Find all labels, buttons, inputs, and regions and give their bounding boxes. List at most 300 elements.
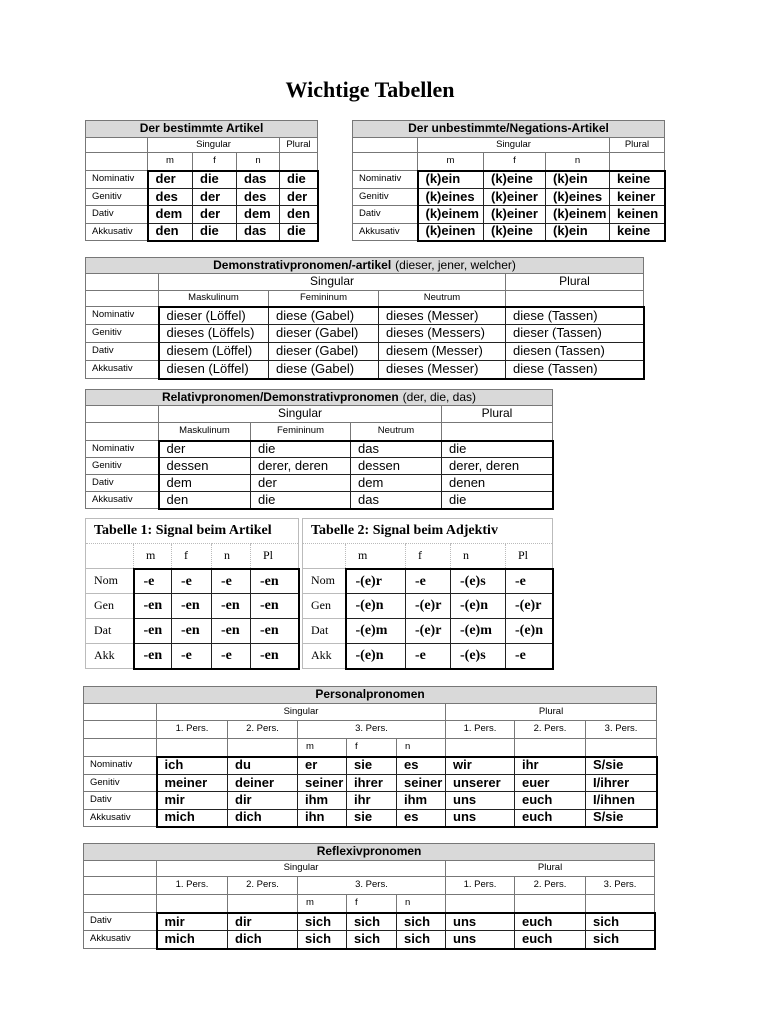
form-cell: das: [351, 441, 442, 458]
empty-cell: [515, 895, 586, 913]
table-row: [303, 619, 553, 644]
form-cell: -e: [406, 569, 451, 594]
heading-note: (dieser, jener, welcher): [395, 257, 516, 272]
form-cell: sich: [298, 913, 347, 931]
gender-header: f: [347, 895, 397, 913]
form-cell: -(e)n: [451, 594, 506, 619]
person-header: 2. Pers.: [228, 877, 298, 895]
form-cell: die: [442, 441, 553, 458]
form-cell: -en: [251, 594, 299, 619]
table-row: [86, 569, 299, 594]
form-cell: (k)eine: [484, 223, 546, 241]
page-title: Wichtige Tabellen: [285, 77, 455, 102]
form-cell: ihm: [397, 792, 446, 810]
form-cell: der: [251, 475, 351, 492]
table-heading: Personalpronomen: [84, 687, 657, 704]
case-label: Dativ: [84, 913, 157, 931]
table-heading: [86, 390, 553, 406]
form-cell: uns: [446, 792, 515, 810]
plural-header: Plural: [442, 406, 553, 423]
table-row: [353, 223, 665, 241]
gender-header: m: [148, 153, 193, 171]
form-cell: sich: [347, 931, 397, 949]
form-cell: diesem (Löffel): [159, 343, 269, 361]
table-row: [86, 361, 644, 379]
empty-cell: [586, 739, 657, 757]
table-row: [86, 644, 299, 669]
gender-header: Maskulinum: [159, 423, 251, 441]
plural-header: Plural: [446, 861, 655, 877]
case-label: Genitiv: [353, 188, 418, 206]
form-cell: der: [159, 441, 251, 458]
form-cell: keine: [610, 171, 665, 189]
form-cell: die: [193, 171, 237, 189]
heading-note: (der, die, das): [402, 389, 477, 404]
table-body: [86, 569, 299, 669]
empty-cell: [610, 153, 665, 171]
column-header: Pl: [506, 544, 553, 569]
form-cell: diese (Gabel): [269, 307, 379, 325]
empty-cell: [353, 153, 418, 171]
form-cell: -en: [212, 594, 251, 619]
form-cell: des: [148, 188, 193, 206]
gender-header: f: [193, 153, 237, 171]
column-header: f: [172, 544, 212, 569]
form-cell: diese (Tassen): [506, 307, 644, 325]
form-cell: es: [397, 809, 446, 827]
case-label: Nom: [86, 569, 134, 594]
table-row: [84, 774, 657, 792]
form-cell: -e: [212, 644, 251, 669]
form-cell: I/ihrer: [586, 774, 657, 792]
form-cell: (k)einem: [418, 206, 484, 224]
gender-header: f: [347, 739, 397, 757]
form-cell: euer: [515, 774, 586, 792]
form-cell: meiner: [157, 774, 228, 792]
form-cell: -e: [172, 569, 212, 594]
case-label: Dativ: [86, 343, 159, 361]
empty-cell: [157, 739, 228, 757]
person-header: 2. Pers.: [228, 721, 298, 739]
form-cell: mir: [157, 913, 228, 931]
empty-cell: [84, 861, 157, 877]
gender-header: Femininum: [251, 423, 351, 441]
form-cell: -e: [172, 644, 212, 669]
case-label: Nom: [303, 569, 346, 594]
form-cell: ich: [157, 757, 228, 775]
table-row: [84, 792, 657, 810]
table-heading: Reflexivpronomen: [84, 844, 655, 861]
table-row: [86, 325, 644, 343]
form-cell: uns: [446, 931, 515, 949]
person-header: 1. Pers.: [446, 877, 515, 895]
gender-header: n: [237, 153, 280, 171]
empty-cell: [86, 544, 134, 569]
table-row: [86, 188, 318, 206]
form-cell: die: [280, 223, 318, 241]
heading-main: Relativpronomen/Demonstrativpronomen: [161, 389, 399, 404]
table-body: [86, 441, 553, 509]
table-row: [86, 492, 553, 509]
form-cell: -en: [172, 594, 212, 619]
case-label: Akkusativ: [84, 931, 157, 949]
case-label: Dativ: [86, 475, 159, 492]
singular-header: Singular: [157, 861, 446, 877]
empty-cell: [86, 291, 159, 307]
table-row: [353, 171, 665, 189]
case-label: Akkusativ: [86, 492, 159, 509]
column-header: n: [212, 544, 251, 569]
form-cell: dem: [148, 206, 193, 224]
form-cell: -en: [134, 619, 172, 644]
empty-cell: [86, 274, 159, 291]
plural-header: Plural: [280, 138, 318, 153]
case-label: Dat: [303, 619, 346, 644]
table-heading: Tabelle 2: Signal beim Adjektiv: [303, 519, 553, 544]
form-cell: -(e)r: [406, 619, 451, 644]
table-row: [86, 343, 644, 361]
table-body: [84, 913, 655, 949]
empty-cell: [446, 739, 515, 757]
column-header: m: [134, 544, 172, 569]
column-header: m: [346, 544, 406, 569]
gender-header: m: [298, 739, 347, 757]
table-row: [353, 188, 665, 206]
empty-cell: [446, 895, 515, 913]
empty-cell: [86, 406, 159, 423]
form-cell: -(e)n: [346, 644, 406, 669]
person-header: 3. Pers.: [586, 721, 657, 739]
form-cell: -e: [212, 569, 251, 594]
demonstrative-table: [85, 257, 645, 380]
form-cell: -e: [506, 644, 553, 669]
signal-article-table: [85, 518, 300, 670]
form-cell: wir: [446, 757, 515, 775]
form-cell: der: [193, 206, 237, 224]
person-header: 1. Pers.: [446, 721, 515, 739]
gender-header: m: [418, 153, 484, 171]
table-row: [303, 644, 553, 669]
form-cell: ihr: [515, 757, 586, 775]
form-cell: den: [159, 492, 251, 509]
gender-header: Maskulinum: [159, 291, 269, 307]
form-cell: dieser (Gabel): [269, 325, 379, 343]
gender-header: Neutrum: [379, 291, 506, 307]
case-label: Nominativ: [86, 171, 148, 189]
form-cell: sich: [397, 913, 446, 931]
case-label: Dat: [86, 619, 134, 644]
form-cell: (k)einen: [418, 223, 484, 241]
form-cell: uns: [446, 913, 515, 931]
table-heading: Der unbestimmte/Negations-Artikel: [353, 121, 665, 138]
person-header: 1. Pers.: [157, 721, 228, 739]
table-body: [86, 171, 318, 241]
form-cell: der: [193, 188, 237, 206]
table-row: [86, 458, 553, 475]
definite-article-table: [85, 120, 319, 242]
form-cell: (k)einer: [484, 206, 546, 224]
table-row: [84, 757, 657, 775]
plural-header: Plural: [446, 704, 657, 721]
form-cell: -(e)s: [451, 569, 506, 594]
table-body: [86, 307, 644, 379]
form-cell: er: [298, 757, 347, 775]
form-cell: -(e)r: [346, 569, 406, 594]
case-label: Dativ: [84, 792, 157, 810]
singular-header: Singular: [418, 138, 610, 153]
form-cell: euch: [515, 913, 586, 931]
table-body: [84, 757, 657, 827]
form-cell: deiner: [228, 774, 298, 792]
form-cell: -en: [251, 569, 299, 594]
form-cell: -en: [172, 619, 212, 644]
empty-cell: [515, 739, 586, 757]
form-cell: diese (Gabel): [269, 361, 379, 379]
case-label: Genitiv: [84, 774, 157, 792]
form-cell: dem: [237, 206, 280, 224]
case-label: Akkusativ: [86, 223, 148, 241]
empty-cell: [280, 153, 318, 171]
form-cell: dieser (Tassen): [506, 325, 644, 343]
heading-main: Demonstrativpronomen/-artikel: [213, 257, 392, 272]
personal-pronoun-table: [83, 686, 658, 828]
form-cell: S/sie: [586, 757, 657, 775]
empty-cell: [84, 704, 157, 721]
empty-cell: [84, 739, 157, 757]
form-cell: (k)ein: [546, 223, 610, 241]
form-cell: dessen: [159, 458, 251, 475]
table-row: [84, 931, 655, 949]
form-cell: der: [280, 188, 318, 206]
table-row: [353, 206, 665, 224]
case-label: Dativ: [86, 206, 148, 224]
empty-cell: [442, 423, 553, 441]
empty-cell: [84, 877, 157, 895]
form-cell: (k)ein: [546, 171, 610, 189]
empty-cell: [586, 895, 655, 913]
empty-cell: [228, 739, 298, 757]
form-cell: euch: [515, 809, 586, 827]
form-cell: S/sie: [586, 809, 657, 827]
form-cell: -en: [134, 644, 172, 669]
form-cell: dich: [228, 931, 298, 949]
table-body: [353, 171, 665, 241]
column-header: Pl: [251, 544, 299, 569]
form-cell: -en: [251, 644, 299, 669]
form-cell: euch: [515, 931, 586, 949]
form-cell: -e: [506, 569, 553, 594]
table-row: [86, 475, 553, 492]
form-cell: keinen: [610, 206, 665, 224]
form-cell: dem: [351, 475, 442, 492]
form-cell: mich: [157, 809, 228, 827]
person-header: 2. Pers.: [515, 721, 586, 739]
table-row: [303, 594, 553, 619]
case-label: Dativ: [353, 206, 418, 224]
gender-header: Femininum: [269, 291, 379, 307]
empty-cell: [86, 423, 159, 441]
form-cell: -en: [212, 619, 251, 644]
singular-header: Singular: [148, 138, 280, 153]
form-cell: es: [397, 757, 446, 775]
form-cell: die: [251, 492, 351, 509]
table-row: [86, 594, 299, 619]
case-label: Akkusativ: [353, 223, 418, 241]
table-row: [84, 809, 657, 827]
table-row: [86, 307, 644, 325]
empty-cell: [303, 544, 346, 569]
form-cell: du: [228, 757, 298, 775]
gender-header: f: [484, 153, 546, 171]
empty-cell: [506, 291, 644, 307]
case-label: Akk: [303, 644, 346, 669]
form-cell: ihn: [298, 809, 347, 827]
form-cell: mir: [157, 792, 228, 810]
form-cell: dessen: [351, 458, 442, 475]
case-label: Genitiv: [86, 458, 159, 475]
gender-header: m: [298, 895, 347, 913]
form-cell: der: [148, 171, 193, 189]
form-cell: dir: [228, 913, 298, 931]
form-cell: -(e)n: [346, 594, 406, 619]
form-cell: dieses (Messer): [379, 307, 506, 325]
form-cell: (k)ein: [418, 171, 484, 189]
table-row: [86, 171, 318, 189]
form-cell: dich: [228, 809, 298, 827]
form-cell: das: [237, 223, 280, 241]
gender-header: Neutrum: [351, 423, 442, 441]
case-label: Gen: [86, 594, 134, 619]
person-header: 1. Pers.: [157, 877, 228, 895]
form-cell: -e: [406, 644, 451, 669]
table-heading: [86, 258, 644, 274]
form-cell: sich: [298, 931, 347, 949]
form-cell: dir: [228, 792, 298, 810]
person-header: 3. Pers.: [298, 877, 446, 895]
form-cell: (k)eine: [484, 171, 546, 189]
case-label: Gen: [303, 594, 346, 619]
form-cell: diese (Tassen): [506, 361, 644, 379]
gender-header: n: [546, 153, 610, 171]
form-cell: den: [148, 223, 193, 241]
form-cell: -en: [251, 619, 299, 644]
table-heading: Tabelle 1: Signal beim Artikel: [86, 519, 299, 544]
empty-cell: [157, 895, 228, 913]
indefinite-article-table: [352, 120, 666, 242]
form-cell: keine: [610, 223, 665, 241]
form-cell: diesen (Löffel): [159, 361, 269, 379]
table-row: [84, 913, 655, 931]
form-cell: -(e)s: [451, 644, 506, 669]
form-cell: ihrer: [347, 774, 397, 792]
form-cell: -(e)m: [346, 619, 406, 644]
person-header: 3. Pers.: [298, 721, 446, 739]
table-heading: Der bestimmte Artikel: [86, 121, 318, 138]
form-cell: die: [251, 441, 351, 458]
plural-header: Plural: [506, 274, 644, 291]
form-cell: das: [237, 171, 280, 189]
form-cell: (k)eines: [546, 188, 610, 206]
form-cell: dieser (Gabel): [269, 343, 379, 361]
form-cell: die: [280, 171, 318, 189]
case-label: Nominativ: [86, 441, 159, 458]
table-row: [86, 441, 553, 458]
table-row: [86, 223, 318, 241]
relative-pronoun-table: [85, 389, 554, 510]
case-label: Akk: [86, 644, 134, 669]
form-cell: unserer: [446, 774, 515, 792]
form-cell: sie: [347, 809, 397, 827]
form-cell: sie: [347, 757, 397, 775]
singular-header: Singular: [157, 704, 446, 721]
form-cell: mich: [157, 931, 228, 949]
form-cell: dieses (Löffels): [159, 325, 269, 343]
form-cell: -(e)n: [506, 619, 553, 644]
empty-cell: [86, 153, 148, 171]
case-label: Akkusativ: [84, 809, 157, 827]
form-cell: des: [237, 188, 280, 206]
form-cell: sich: [586, 931, 655, 949]
form-cell: -(e)r: [506, 594, 553, 619]
table-row: [86, 619, 299, 644]
form-cell: diesem (Messer): [379, 343, 506, 361]
form-cell: den: [280, 206, 318, 224]
form-cell: dieser (Löffel): [159, 307, 269, 325]
form-cell: I/ihnen: [586, 792, 657, 810]
form-cell: das: [351, 492, 442, 509]
case-label: Genitiv: [86, 325, 159, 343]
case-label: Nominativ: [86, 307, 159, 325]
form-cell: -(e)r: [406, 594, 451, 619]
singular-header: Singular: [159, 406, 442, 423]
form-cell: ihm: [298, 792, 347, 810]
empty-cell: [353, 138, 418, 153]
table-row: [86, 206, 318, 224]
column-header: f: [406, 544, 451, 569]
person-header: 2. Pers.: [515, 877, 586, 895]
form-cell: dieses (Messer): [379, 361, 506, 379]
column-header: n: [451, 544, 506, 569]
form-cell: dieses (Messers): [379, 325, 506, 343]
form-cell: denen: [442, 475, 553, 492]
form-cell: euch: [515, 792, 586, 810]
case-label: Nominativ: [84, 757, 157, 775]
form-cell: (k)eines: [418, 188, 484, 206]
form-cell: uns: [446, 809, 515, 827]
form-cell: ihr: [347, 792, 397, 810]
case-label: Akkusativ: [86, 361, 159, 379]
reflexive-pronoun-table: [83, 843, 656, 950]
plural-header: Plural: [610, 138, 665, 153]
empty-cell: [84, 895, 157, 913]
form-cell: derer, deren: [251, 458, 351, 475]
table-row: [303, 569, 553, 594]
form-cell: die: [442, 492, 553, 509]
table-body: [303, 569, 553, 669]
case-label: Nominativ: [353, 171, 418, 189]
case-label: Genitiv: [86, 188, 148, 206]
form-cell: -(e)m: [451, 619, 506, 644]
form-cell: diesen (Tassen): [506, 343, 644, 361]
singular-header: Singular: [159, 274, 506, 291]
form-cell: sich: [347, 913, 397, 931]
form-cell: derer, deren: [442, 458, 553, 475]
form-cell: seiner: [298, 774, 347, 792]
form-cell: (k)einem: [546, 206, 610, 224]
form-cell: keiner: [610, 188, 665, 206]
form-cell: -en: [134, 594, 172, 619]
empty-cell: [84, 721, 157, 739]
